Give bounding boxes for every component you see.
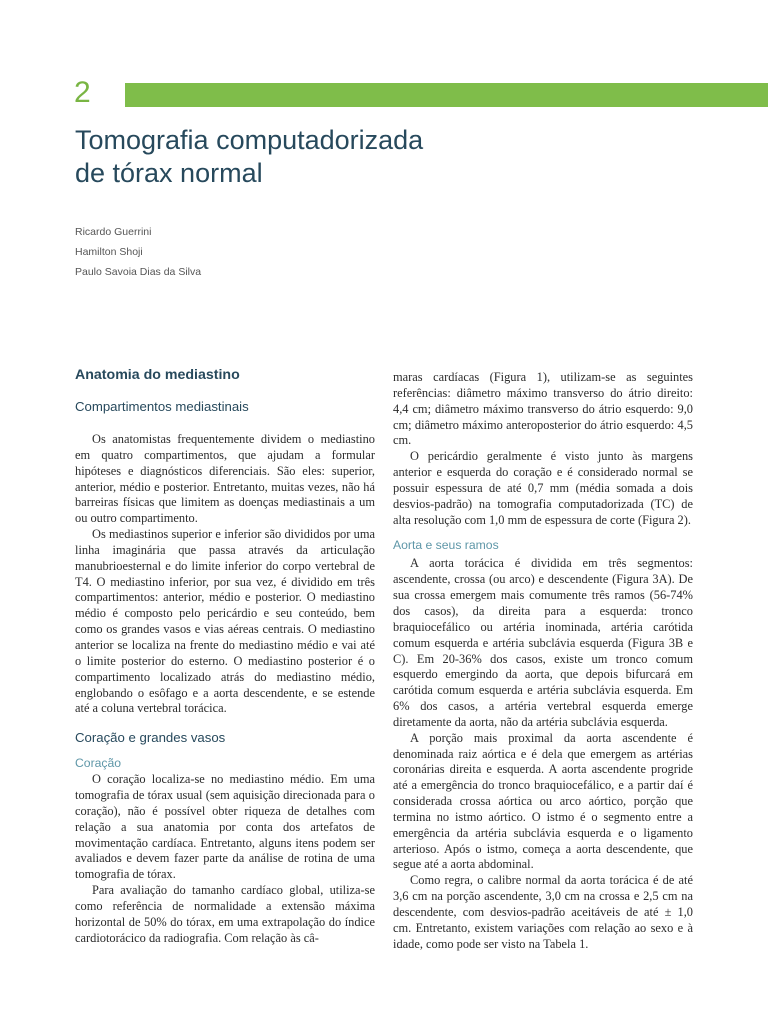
body-paragraph: maras cardíacas (Figura 1), utilizam-se as seguintes referências: diâmetro máximo transverso do átrio direito: 4,4 cm; diâmetro máximo transverso do átrio esquerdo: 9,0 cm; diâmetro máximo anteroposterior do átrio esquerdo: 4,5 cm. — [393, 370, 693, 448]
chapter-title-line-2: de tórax normal — [75, 158, 263, 188]
subsubsection-heading: Aorta e seus ramos — [393, 538, 499, 553]
chapter-number: 2 — [74, 76, 91, 109]
chapter-title-line-1: Tomografia computadorizada — [75, 125, 424, 155]
author-name: Paulo Savoia Dias da Silva — [75, 266, 202, 278]
chapter-title — [75, 124, 423, 190]
left-column — [75, 366, 375, 946]
chapter-accent-bar — [125, 83, 768, 107]
section-heading: Anatomia do mediastino — [75, 367, 240, 383]
subsection-heading: Compartimentos mediastinais — [75, 399, 249, 414]
author-list — [75, 222, 201, 282]
body-paragraph: Os anatomistas frequentemente dividem o mediastino em quatro compartimentos, que ajudam a formular hipóteses e diagnósticos diferenciais. São eles: superior, anterior, médio e posterior. Entretanto, muitas vezes, não há barreiras físicas que limitem as doenças mediastinais a um ou outro compartimento. — [75, 432, 375, 526]
body-paragraph: O coração localiza-se no mediastino médio. Em uma tomografia de tórax usual (sem aquisição direcionada para o coração), não é possível obter riqueza de detalhes com relação a sua anatomia por conta dos artefatos de movimentação cardíaca. Entretanto, alguns itens podem ser avaliados e devem fazer parte da análise de rotina de uma tomografia de tórax. — [75, 772, 375, 882]
body-paragraph: Para avaliação do tamanho cardíaco global, utiliza-se como referência de normalidade a extensão máxima horizontal de 50% do tórax, em uma extrapolação do índice cardiotorácico da radiografia. Com relação às câ- — [75, 883, 375, 945]
body-paragraph: O pericárdio geralmente é visto junto às margens anterior e esquerda do coração e é considerado normal se possuir espessura de até 0,7 mm (média somada a dois desvios-padrão) na tomografia computadorizada (TC) de alta resolução com 1,0 mm de espessura de corte (Figura 2). — [393, 449, 693, 527]
author-name: Ricardo Guerrini — [75, 226, 152, 238]
subsubsection-heading: Coração — [75, 756, 122, 771]
body-paragraph: A porção mais proximal da aorta ascendente é denominada raiz aórtica e é dela que emergem as artérias coronárias direita e esquerda. A aorta ascendente progride até a emergência do tronco braquiocefálico, e a partir daí é considerada crossa aórtica ou arco aórtico, porção que termina no istmo aórtico. O istmo é o segmento entre a emergência da artéria subclávia esquerda e o ligamento arterioso. Após o istmo, começa a aorta descendente, que segue até a aorta abdominal. — [393, 730, 693, 872]
author-name: Hamilton Shoji — [75, 246, 143, 258]
subsection-heading: Coração e grandes vasos — [75, 730, 226, 746]
body-paragraph: A aorta torácica é dividida em três segmentos: ascendente, crossa (ou arco) e descendente (Figura 3A). De sua crossa emergem mais comumente três ramos (56-74% dos casos), da direita para a esquerda: tronco braquiocefálico ou artéria inominada, artéria carótida comum esquerda e artéria subclávia esquerda (Figura 3B e C). Em 20-36% dos casos, existe um tronco comum esquerdo emergindo da aorta, que depois bifurcará em carótida comum esquerda e artéria subclávia esquerda. Em 6% dos casos, a artéria vertebral esquerda emerge diretamente da aorta, não da artéria subclávia esquerda. — [393, 556, 693, 729]
right-column — [393, 370, 693, 953]
body-paragraph: Os mediastinos superior e inferior são divididos por uma linha imaginária que passa através da articulação manubrioesternal e do limite inferior do corpo vertebral de T4. O mediastino inferior, por sua vez, é dividido em três compartimentos: anterior, médio e posterior. O mediastino médio é composto pelo pericárdio e seu conteúdo, bem como os grandes vasos e vias aéreas centrais. O mediastino anterior se localiza na frente do mediastino médio e vai até o limite posterior do esterno. O mediastino posterior é o compartimento localizado atrás do mediastino médio, englobando o esôfago e a aorta descendente, e se estende até a coluna vertebral torácica. — [75, 527, 375, 716]
body-paragraph: Como regra, o calibre normal da aorta torácica é de até 3,6 cm na porção ascendente, 3,0 cm na crossa e 2,5 cm na descendente, com desvios-padrão aceitáveis de até ± 1,0 cm. Entretanto, existem variações com relação ao sexo e à idade, como pode ser visto na Tabela 1. — [393, 873, 693, 951]
